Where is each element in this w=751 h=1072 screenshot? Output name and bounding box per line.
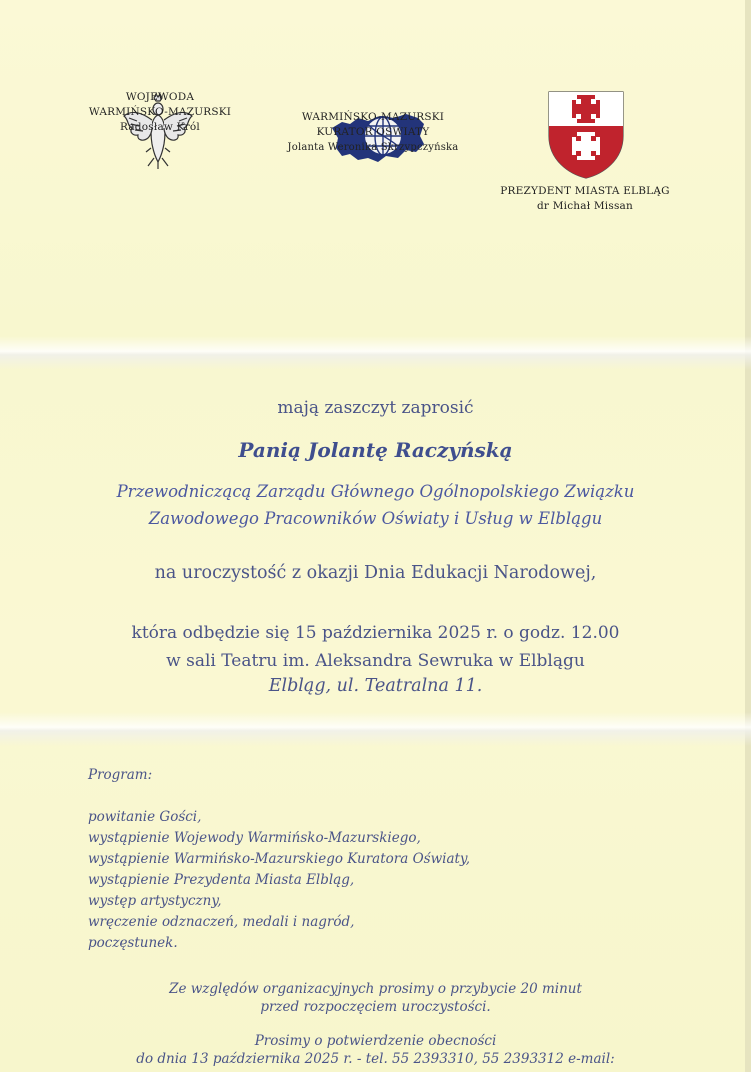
guest-name: Panią Jolantę Raczyńską [238, 438, 513, 462]
program-item: poczęstunek. [88, 935, 178, 951]
voivode-region: WARMIŃSKO-MAZURSKI [88, 106, 232, 118]
guest-role [0, 478, 751, 532]
rsvp-note-line: Prosimy o potwierdzenie obecności [254, 1033, 497, 1049]
guest-role-line: Przewodniczącą Zarządu Głównego Ogólnopolskiego Związku [116, 482, 635, 501]
elblag-coat-of-arms-icon [547, 90, 625, 180]
program-item: wręczenie odznaczeń, medali i nagród, [88, 914, 355, 930]
mayor-header [485, 184, 685, 214]
program-item: wystąpienie Prezydenta Miasta Elbląg, [88, 872, 355, 888]
invitation-intro: mają zaszczyt zaprosić [277, 398, 474, 418]
event-date: która odbędzie się 15 października 2025 r. o godz. 12.00 [131, 623, 620, 643]
voivode-header [70, 90, 250, 135]
program-item: powitanie Gości, [88, 809, 202, 825]
rsvp-note [0, 1032, 751, 1068]
program-item: wystąpienie Warmińsko-Mazurskiego Kuratora Oświaty, [88, 851, 471, 867]
curator-name: Jolanta Weronika Skrzypczyńska [287, 142, 459, 153]
program-item: wystąpienie Wojewody Warmińsko-Mazurskiego, [88, 830, 421, 846]
event-details [0, 618, 751, 648]
arrival-note-line: Ze względów organizacyjnych prosimy o przybycie 20 minut [169, 981, 582, 997]
voivode-name: Radosław Król [120, 121, 200, 133]
arrival-note-line: przed rozpoczęciem uroczystości. [260, 999, 491, 1015]
guest-role-line: Zawodowego Pracowników Oświaty i Usług w Elblągu [148, 509, 603, 528]
paper-fold [0, 336, 751, 370]
event-address: Elbląg, ul. Teatralna 11. [268, 676, 483, 696]
rsvp-note-line: do dnia 13 października 2025 r. - tel. 55 2393310, 55 2393312 e-mail: [136, 1051, 615, 1067]
curator-region: WARMIŃSKO-MAZURSKI [301, 111, 445, 123]
curator-header [278, 110, 468, 155]
paper-edge [745, 0, 751, 1072]
program-list [88, 765, 470, 954]
program-title: Program: [88, 767, 153, 783]
arrival-note [0, 980, 751, 1016]
event-venue: w sali Teatru im. Aleksandra Sewruka w Elblągu [166, 651, 585, 671]
mayor-name: dr Michał Missan [537, 200, 633, 212]
program-item: występ artystyczny, [88, 893, 222, 909]
event-venue-block [0, 646, 751, 676]
curator-title: KURATOR OŚWIATY [316, 126, 430, 138]
voivode-title: WOJEWODA [125, 91, 195, 103]
occasion-text: na uroczystość z okazji Dnia Edukacji Narodowej, [154, 563, 597, 583]
mayor-title: PREZYDENT MIASTA ELBLĄG [500, 185, 670, 197]
paper-fold [0, 712, 751, 746]
